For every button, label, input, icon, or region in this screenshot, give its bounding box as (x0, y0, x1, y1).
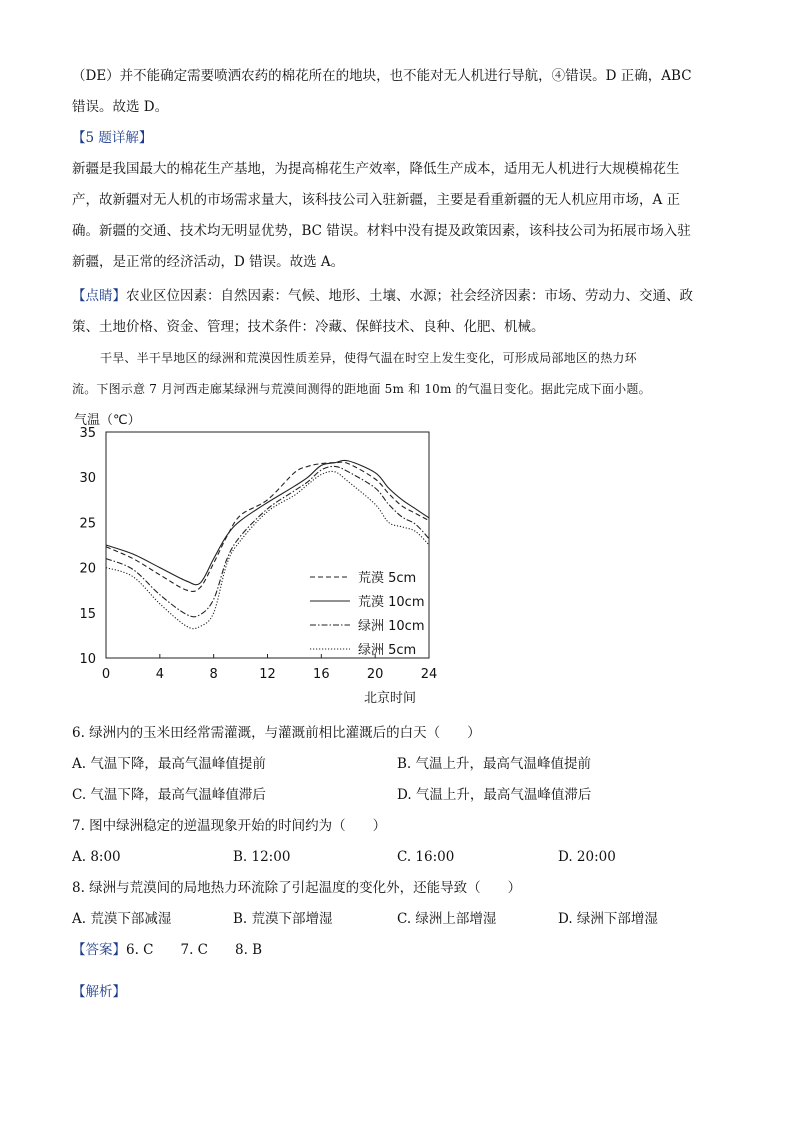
highlight-line (72, 286, 724, 306)
section-heading-5: 【5 题详解】 (72, 130, 153, 146)
x-tick-label: 12 (259, 667, 276, 682)
paragraph-line: 新疆，是正常的经济活动，D 错误。故选 A。 (72, 254, 345, 270)
question-6-option-c[interactable]: C. 气温下降，最高气温峰值滞后 (72, 787, 266, 803)
question-6-stem: 6. 绿洲内的玉米田经常需灌溉，与灌溉前相比灌溉后的白天（ ） (72, 725, 481, 741)
paragraph-line: 产，故新疆对无人机的市场需求量大，该科技公司入驻新疆，主要是看重新疆的无人机应用市场，A 正 (72, 192, 681, 208)
y-tick-label: 20 (79, 561, 96, 577)
highlight-text: 农业区位因素：自然因素：气候、地形、土壤、水源；社会经济因素：市场、劳动力、交通、政 (126, 288, 693, 304)
x-axis-label: 北京时间 (363, 691, 417, 706)
paragraph-line: 确。新疆的交通、技术均无明显优势，BC 错误。材料中没有提及政策因素，该科技公司为拓展市场入驻 (72, 223, 691, 239)
question-8-option-d[interactable]: D. 绿洲下部增湿 (558, 911, 658, 927)
x-tick-label: 8 (209, 667, 218, 682)
paragraph-line: 错误。故选 D。 (72, 99, 169, 115)
question-7-stem: 7. 图中绿洲稳定的逆温现象开始的时间约为（ ） (72, 818, 387, 834)
y-tick-label: 10 (79, 652, 96, 667)
question-7-option-a[interactable]: A. 8:00 (72, 849, 121, 865)
paragraph-line: （DE）并不能确定需要喷洒农药的棉花所在的地块，也不能对无人机进行导航，④错误。D 正确，ABC (72, 68, 692, 84)
question-6-option-a[interactable]: A. 气温下降，最高气温峰值提前 (72, 756, 266, 772)
x-tick-label: 24 (420, 667, 438, 682)
question-7-option-d[interactable]: D. 20:00 (558, 849, 616, 865)
answer-line (72, 940, 724, 960)
y-tick-label: 30 (79, 471, 96, 487)
y-tick-label: 25 (79, 516, 96, 532)
y-tick-label: 15 (79, 606, 96, 622)
analysis-label: 【解析】 (72, 984, 126, 1000)
x-tick-label: 16 (313, 667, 330, 682)
x-tick-label: 20 (366, 667, 384, 682)
material-line: 流。下图示意 7 月河西走廊某绿洲与荒漠间测得的距地面 5m 和 10m 的气温日变化。据此完成下面小题。 (72, 382, 651, 396)
question-8-option-b[interactable]: B. 荒漠下部增湿 (233, 911, 333, 927)
question-6-option-d[interactable]: D. 气温上升，最高气温峰值滞后 (397, 787, 592, 803)
y-tick-label: 35 (79, 426, 96, 441)
highlight-label: 【点睛】 (72, 288, 126, 304)
legend-label: 绿洲 10cm (358, 619, 425, 634)
x-tick-label: 0 (101, 667, 111, 682)
paragraph-line: 新疆是我国最大的棉花生产基地，为提高棉花生产效率，降低生产成本，适用无人机进行大规模棉花生 (72, 161, 680, 177)
question-8-stem: 8. 绿洲与荒漠间的局地热力环流除了引起温度的变化外，还能导致（ ） (72, 880, 522, 896)
legend-label: 绿洲 5cm (358, 643, 417, 658)
answer-text: 6. C 7. C 8. B (126, 942, 263, 958)
question-7-option-c[interactable]: C. 16:00 (397, 849, 455, 865)
answer-label: 【答案】 (72, 942, 126, 958)
question-7-option-b[interactable]: B. 12:00 (233, 849, 291, 865)
x-tick-label: 4 (155, 667, 164, 682)
y-axis-label: 气温（℃） (74, 413, 141, 428)
legend-label: 荒漠 5cm (358, 571, 417, 586)
legend-label: 荒漠 10cm (358, 595, 425, 610)
question-8-option-c[interactable]: C. 绿洲上部增湿 (397, 911, 497, 927)
question-6-option-b[interactable]: B. 气温上升，最高气温峰值提前 (397, 756, 592, 772)
paragraph-line: 策、土地价格、资金、管理；技术条件：冷藏、保鲜技术、良种、化肥、机械。 (72, 319, 545, 335)
question-8-option-a[interactable]: A. 荒漠下部减湿 (72, 911, 172, 927)
series-line-2 (106, 460, 429, 584)
temperature-chart (70, 408, 450, 708)
material-line: 干旱、半干旱地区的绿洲和荒漠因性质差异，使得气温在时空上发生变化，可形成局部地区的热力环 (100, 351, 637, 365)
